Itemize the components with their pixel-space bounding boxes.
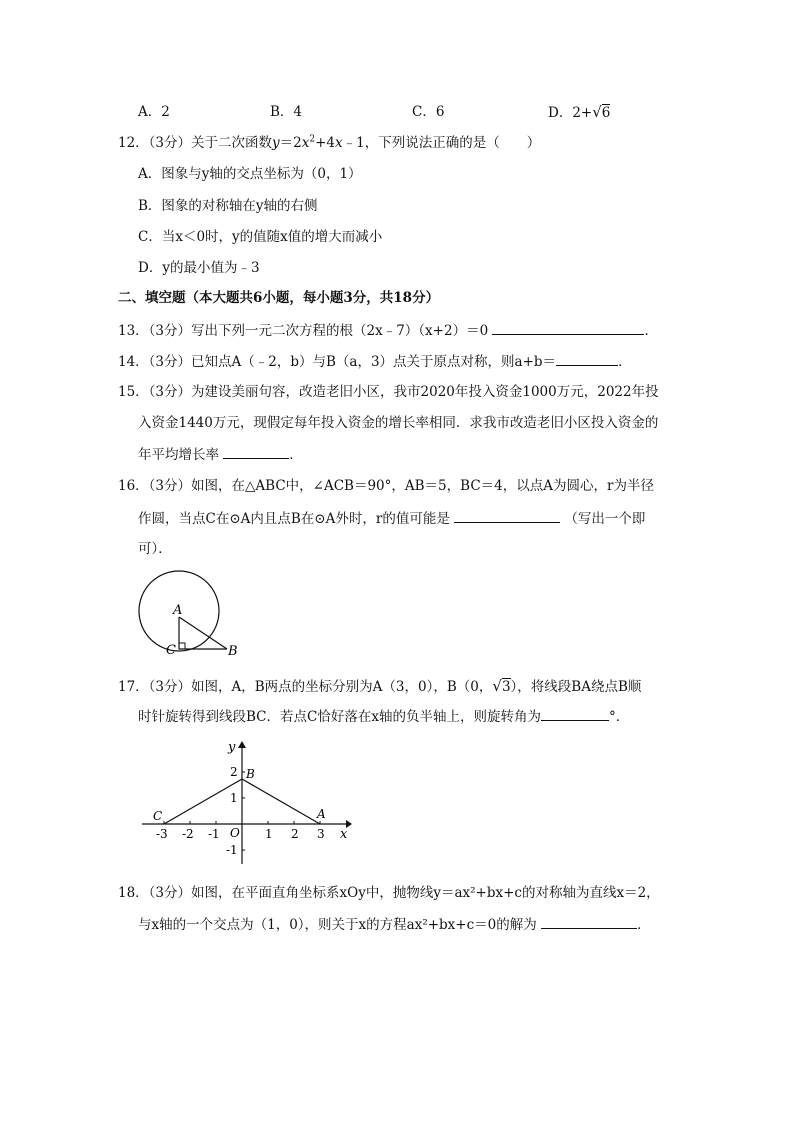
q15-end: ．	[289, 447, 303, 463]
q11-option-a: A．2	[138, 104, 170, 120]
right-angle-icon	[179, 643, 185, 649]
q15-line1: 15．（3分）为建设美丽句容，改造老旧小区，我市2020年投入资金1000万元，2022年投	[118, 384, 659, 400]
q15-line3	[138, 444, 303, 465]
x-axis-label: x	[340, 827, 348, 842]
q12-func-sup: 2	[309, 134, 316, 145]
x-tick-label: -1	[208, 827, 220, 841]
q11-option-d-label: D．2+	[548, 105, 593, 121]
q12-func-rest: +4	[315, 135, 336, 151]
q13-text: 13．（3分）写出下列一元二次方程的根（2x﹣7）（x+2）＝0	[118, 323, 489, 339]
y-axis-label: y	[228, 740, 236, 755]
sqrt-icon: √	[492, 677, 502, 695]
q17-segment-ba	[242, 779, 320, 824]
q16-label-a: A	[173, 603, 183, 618]
q14-text: 14．（3分）已知点A（﹣2，b）与B（a，3）点关于原点对称，则a+b＝	[118, 354, 557, 370]
q17-answer-blank[interactable]	[541, 706, 609, 721]
q16-line3: 可）．	[138, 541, 172, 557]
q17-line2-text: 时针旋转得到线段BC．若点C恰好落在x轴的负半轴上，则旋转角为	[138, 709, 541, 725]
q13-answer-blank[interactable]	[492, 320, 644, 335]
q16-line2-end: （写出一个即	[564, 511, 646, 527]
q14-end: ．	[618, 354, 632, 370]
q14-answer-blank[interactable]	[556, 351, 618, 366]
q16-label-c: C	[166, 643, 176, 658]
q17-line1	[118, 676, 641, 697]
q12-func-x2: x	[335, 135, 343, 151]
q15-line3-text: 年平均增长率	[138, 447, 219, 463]
q15-line2: 入资金1440万元，现假定每年投入资金的增长率相同．求我市改造老旧小区投入资金的	[138, 415, 659, 431]
q17-sqrt-val: 3	[501, 679, 511, 695]
q18-end: ．	[637, 917, 651, 933]
x-tick-label: 2	[291, 827, 299, 841]
q16-line1: 16．（3分）如图，在△ABC中，∠ACB＝90°，AB＝5，BC＝4，以点A为圆心，r为半径	[118, 478, 654, 494]
q12-number: 12．（3分）	[118, 135, 192, 151]
q12-option-b: B．图象的对称轴在y轴的右侧	[138, 198, 318, 214]
q16-line2	[138, 508, 645, 529]
q16-segment-ab	[179, 617, 227, 649]
q12-func-eq: ＝2	[279, 135, 302, 151]
q12-stem-text: 关于二次函数	[191, 135, 273, 151]
q16-label-b: B	[228, 644, 238, 659]
q17-label-c: C	[153, 809, 163, 823]
q11-option-b: B．4	[270, 104, 303, 120]
q16-answer-blank[interactable]	[454, 508, 560, 523]
q12-func-tail: ﹣1，下列说法正确的是（ ）	[342, 135, 541, 151]
q18-line1: 18．（3分）如图，在平面直角坐标系xOy中，抛物线y＝ax²+bx+c的对称轴为直线x＝2，	[118, 885, 660, 901]
q17-label-a: A	[317, 807, 326, 821]
q16-line2-text: 作圆，当点C在⊙A内且点B在⊙A外时，r的值可能是	[138, 511, 450, 527]
q17-line1-end: ），将线段BA绕点B顺	[510, 679, 642, 695]
q17-line2	[138, 706, 629, 727]
q12-func-x: x	[301, 135, 310, 151]
q14	[118, 351, 632, 372]
y-tick-label: -1	[226, 843, 238, 857]
sqrt-icon: √	[592, 103, 602, 121]
q13-end: ．	[644, 323, 658, 339]
q12-option-a: A．图象与y轴的交点坐标为（0，1）	[138, 166, 362, 182]
y-tick-label: 2	[230, 765, 238, 779]
q18-line2-text: 与x轴的一个交点为（1，0），则关于x的方程ax²+bx+c＝0的解为	[138, 917, 537, 933]
q18-answer-blank[interactable]	[541, 914, 637, 929]
q12-option-d: D．y的最小值为﹣3	[138, 260, 260, 276]
q15-answer-blank[interactable]	[223, 444, 289, 459]
q17-line2-end: °．	[608, 709, 630, 725]
q11-option-c: C．6	[412, 104, 445, 120]
x-tick-label: -3	[156, 827, 168, 841]
q12-option-c: C．当x＜0时，y的值随x值的增大而减小	[138, 229, 383, 245]
origin-label: O	[230, 826, 240, 840]
q12-stem	[118, 133, 540, 153]
q17-label-b: B	[246, 767, 255, 781]
y-axis-arrow-icon	[238, 741, 246, 748]
q11-option-d-radicand: 6	[601, 105, 611, 121]
q16-figure	[130, 568, 250, 660]
q13	[118, 320, 658, 341]
q17-line1-text: 17．（3分）如图，A，B两点的坐标分别为A（3，0），B（0，	[118, 679, 493, 695]
q11-option-d	[548, 102, 610, 123]
x-tick-label: -2	[182, 827, 194, 841]
q12-func-y: y	[272, 135, 280, 151]
q18-line2	[138, 914, 651, 935]
q17-figure	[138, 734, 358, 870]
section-heading-fill-in: 二、填空题（本大题共6小题，每小题3分，共18分）	[118, 290, 440, 306]
x-tick-label: 1	[265, 827, 273, 841]
y-tick-label: 1	[230, 791, 238, 805]
x-tick-label: 3	[317, 827, 325, 841]
